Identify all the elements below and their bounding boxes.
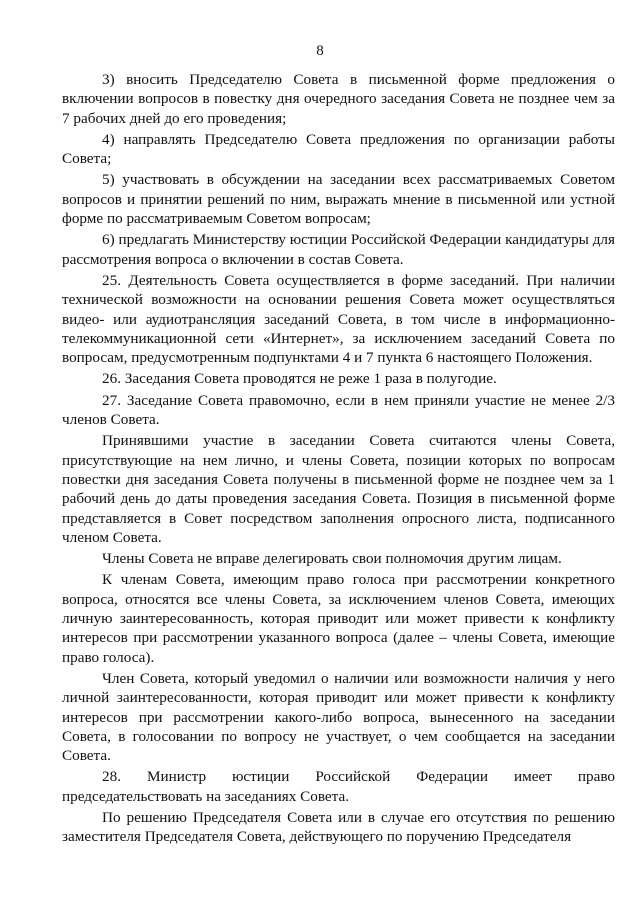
paragraph-4: 4) направлять Председателю Совета предложения по организации работы Совета; (62, 130, 615, 168)
paragraph-27-conflict: Член Совета, который уведомил о наличии или возможности наличия у него личной заинтересованности, которая приводит или может привести к конфликту интересов при рассмотрении какого-либо вопроса, вынесенного на заседании Совета, в голосовании по вопросу не участвует, о чем сообщается на заседании Совета. (62, 669, 615, 765)
page-number: 8 (316, 43, 324, 59)
document-body (62, 70, 615, 849)
paragraph-26: 26. Заседания Совета проводятся не реже 1 раза в полугодие. (102, 370, 497, 388)
paragraph-6: 6) предлагать Министерству юстиции Российской Федерации кандидатуры для рассмотрения вопроса о включении в состав Совета. (62, 231, 615, 268)
paragraph-28-continued: По решению Председателя Совета или в случае его отсутствия по решению заместителя Председателя Совета, действующего по поручению Председателя (62, 808, 615, 846)
paragraph-5: 5) участвовать в обсуждении на заседании всех рассматриваемых Советом вопросов и принятии решений по ним, выражать мнение в письменной или устной форме по рассматриваемым Советом вопросам; (62, 171, 615, 228)
paragraph-3: 3) вносить Председателю Совета в письменной форме предложения о включении вопросов в повестку дня очередного заседания Совета не позднее чем за 7 рабочих дней до его проведения; (62, 71, 615, 127)
paragraph-27-participants: Принявшими участие в заседании Совета считаются члены Совета, присутствующие на нем лично, и члены Совета, позиции которых по вопросам повестки дня заседания Совета получены в письменной форме не позднее чем за 1 рабочий день до даты проведения заседания Совета. Позиция в письменной форме представляется в Совет посредством заполнения опросного листа, подписанного членом Совета. (62, 432, 615, 546)
paragraph-28: 28. Министр юстиции Российской Федерации имеет право председательствовать на заседаниях Совета. (62, 768, 615, 805)
paragraph-27-voting-members: К членам Совета, имеющим право голоса при рассмотрении конкретного вопроса, относятся все члены Совета, за исключением членов Совета, имеющих личную заинтересованность, которая приводит или может привести к конфликту интересов при рассмотрении указанного вопроса (далее – члены Совета, имеющие право голоса). (62, 571, 615, 666)
paragraph-27: 27. Заседание Совета правомочно, если в нем приняли участие не менее 2/3 членов Совета. (62, 391, 615, 429)
paragraph-25: 25. Деятельность Совета осуществляется в форме заседаний. При наличии технической возможности на основании решения Совета может осуществляться видео- или аудиотрансляция заседаний Совета, в том числе в информационно-телекоммуникационной сети «Интернет», за исключением заседаний Совета по вопросам, предусмотренным подпунктами 4 и 7 пункта 6 настоящего Положения. (62, 271, 615, 367)
paragraph-27-delegation: Члены Совета не вправе делегировать свои полномочия другим лицам. (102, 550, 562, 568)
